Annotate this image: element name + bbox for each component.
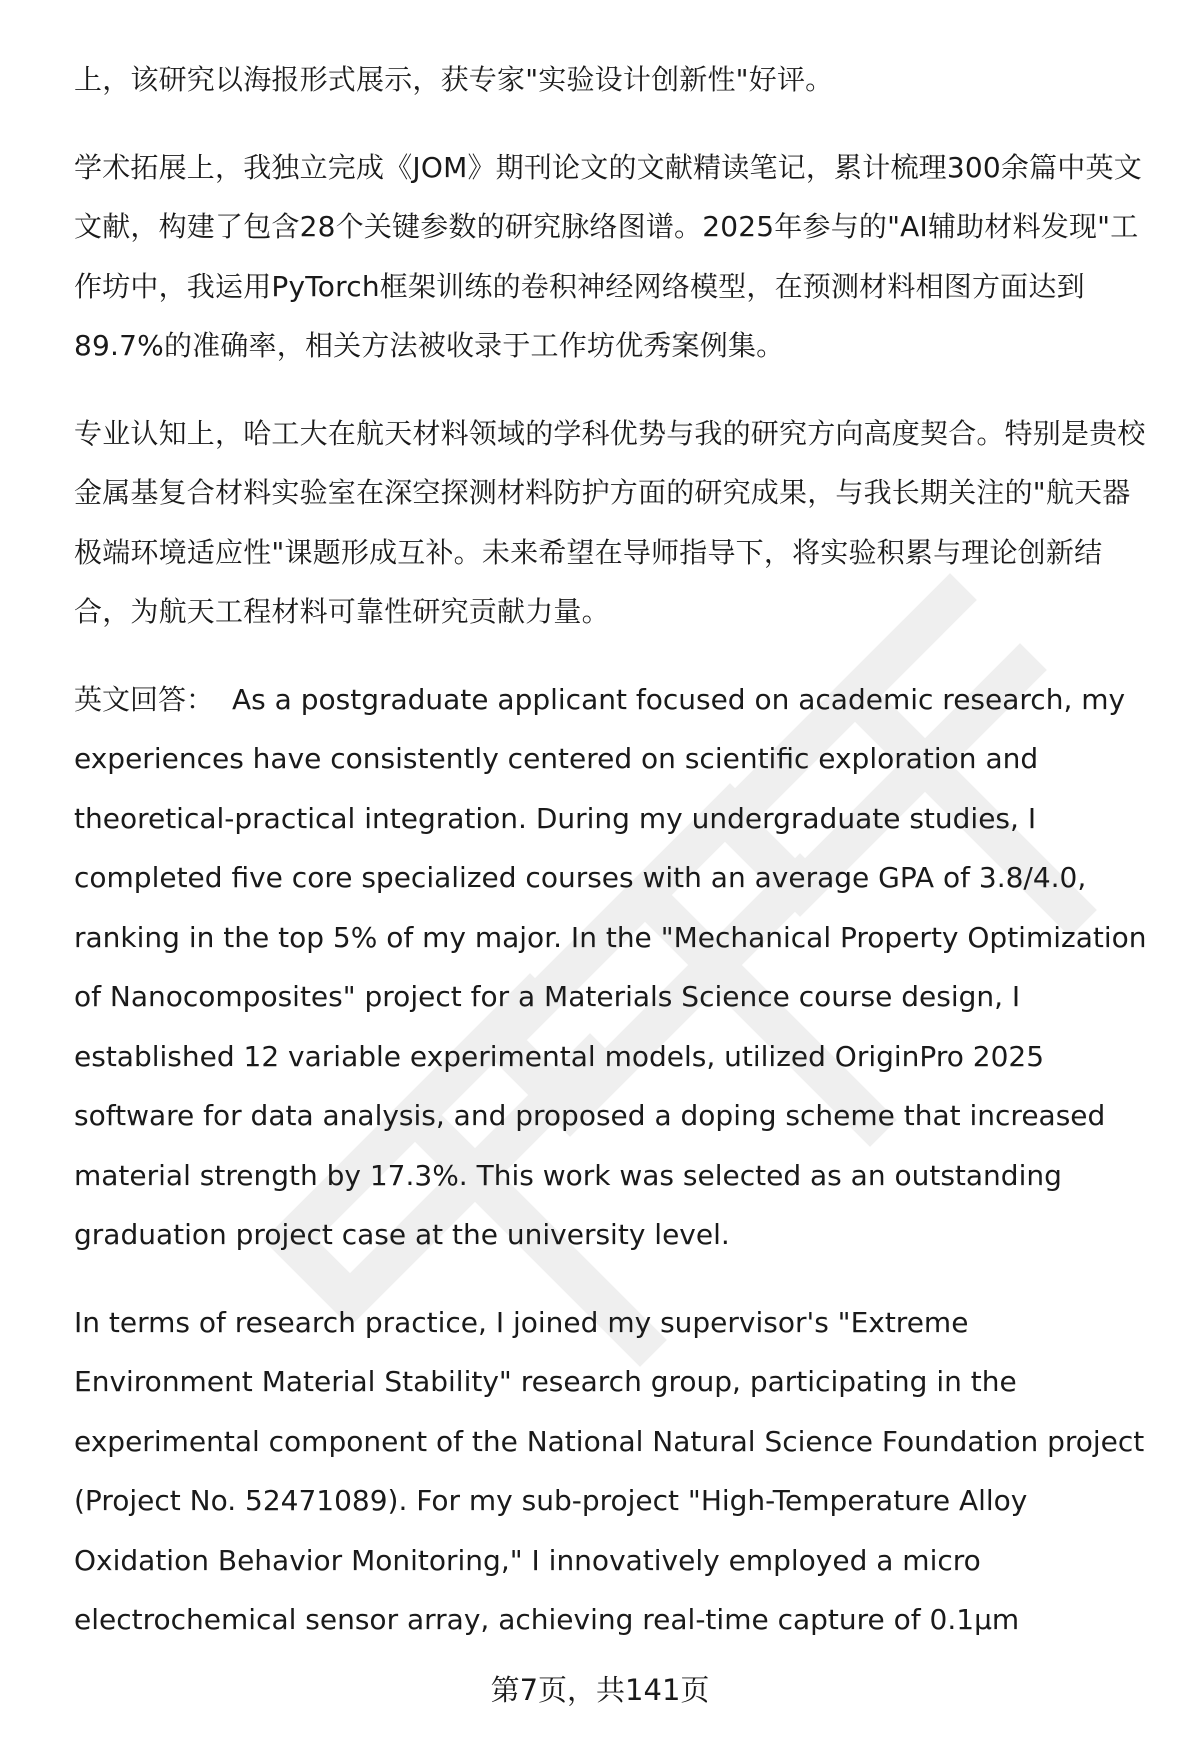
english-answer-label: 英文回答： bbox=[74, 682, 215, 716]
english-answer-text: As a postgraduate applicant focused on academic research, my experiences have consistently centered on scientific exploration and theoretical-practical integration. During my undergraduate studies, I completed five core specialized courses with an average GPA of 3.8/4.0, ranking in the top 5% of my major. In the "Mechanical Property Optimization of Nanocomposites" project for a Materials Science course design, I established 12 variable experimental models, utilized OriginPro 2025 software for data analysis, and proposed a doping scheme that increased material strength by 17.3%. This work was selected as an outstanding graduation project case at the university level. bbox=[74, 682, 1147, 1251]
paragraph-professional-cognition: 专业认知上，哈工大在航天材料领域的学科优势与我的研究方向高度契合。特别是贵校金属基复合材料实验室在深空探测材料防护方面的研究成果，与我长期关注的"航天器极端环境适应性"课题形成互补。未来希望在导师指导下，将实验积累与理论创新结合，为航天工程材料可靠性研究贡献力量。 bbox=[74, 416, 1146, 628]
paragraph-english-answer bbox=[74, 670, 1154, 1265]
document-page bbox=[74, 50, 1154, 1650]
paragraph-academic-extension: 学术拓展上，我独立完成《JOM》期刊论文的文献精读笔记，累计梳理300余篇中英文文献，构建了包含28个关键参数的研究脉络图谱。2025年参与的"AI辅助材料发现"工作坊中，我运用PyTorch框架训练的卷积神经网络模型，在预测材料相图方面达到89.7%的准确率，相关方法被收录于工作坊优秀案例集。 bbox=[74, 150, 1142, 362]
paragraph-research-poster: 上，该研究以海报形式展示，获专家"实验设计创新性"好评。 bbox=[74, 63, 834, 96]
paragraph-research-practice: In terms of research practice, I joined my supervisor's "Extreme Environment Material Stability" research group, participating in the experimental component of the National Natural Science Foundation project (Project No. 52471089). For my sub-project "High-Temperature Alloy Oxidation Behavior Monitoring," I innovatively employed a micro electrochemical sensor array, achieving real-time capture of 0.1μm bbox=[74, 1305, 1145, 1636]
page-number-footer: 第7页，共141页 bbox=[490, 1673, 710, 1707]
